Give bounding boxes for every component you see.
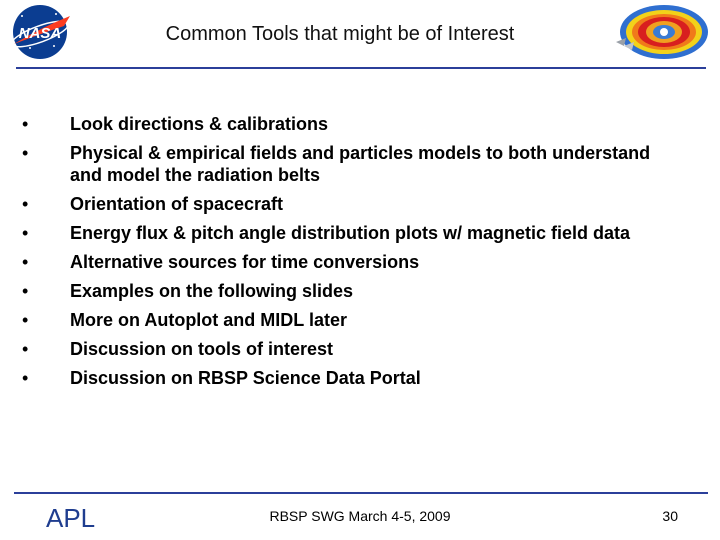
bullet-text: Examples on the following slides — [70, 281, 354, 301]
bullet-text: More on Autoplot and MIDL later — [70, 310, 347, 330]
bullet-text: Look directions & calibrations — [70, 114, 329, 134]
bullet-text: Alternative sources for time conversions — [70, 252, 420, 272]
svg-text:NASA: NASA — [18, 25, 62, 42]
footer-divider — [14, 492, 708, 494]
bullet-marker: • — [22, 281, 29, 301]
bullet-item — [20, 222, 670, 244]
bullet-item — [20, 338, 670, 360]
bullet-item — [20, 113, 670, 135]
bullet-list — [20, 113, 670, 396]
svg-text:APL: APL — [46, 503, 96, 531]
footer-text: RBSP SWG March 4-5, 2009 — [269, 508, 451, 524]
bullet-item — [20, 367, 670, 389]
bullet-item — [20, 251, 670, 273]
bullet-marker: • — [22, 223, 29, 243]
bullet-item — [20, 193, 670, 215]
bullet-text: Orientation of spacecraft — [70, 194, 284, 214]
bullet-marker: • — [22, 194, 29, 214]
bullet-marker: • — [22, 339, 29, 359]
bullet-marker: • — [22, 143, 29, 163]
bullet-item — [20, 309, 670, 331]
header-divider — [16, 67, 706, 69]
radiation-belts-logo — [610, 2, 710, 62]
bullet-marker: • — [22, 252, 29, 272]
bullet-marker: • — [22, 114, 29, 134]
bullet-text: Energy flux & pitch angle distribution plots w/ magnetic field data — [70, 223, 631, 243]
slide-title: Common Tools that might be of Interest — [165, 23, 515, 45]
bullet-text: Discussion on tools of interest — [70, 339, 334, 359]
bullet-item — [20, 280, 670, 302]
bullet-text: Physical & empirical fields and particles models to both understand and model the radiation belts — [70, 143, 651, 185]
page-number: 30 — [662, 508, 678, 524]
bullet-item — [20, 142, 670, 186]
bullet-marker: • — [22, 310, 29, 330]
bullet-marker: • — [22, 368, 29, 388]
bullet-text: Discussion on RBSP Science Data Portal — [70, 368, 421, 388]
